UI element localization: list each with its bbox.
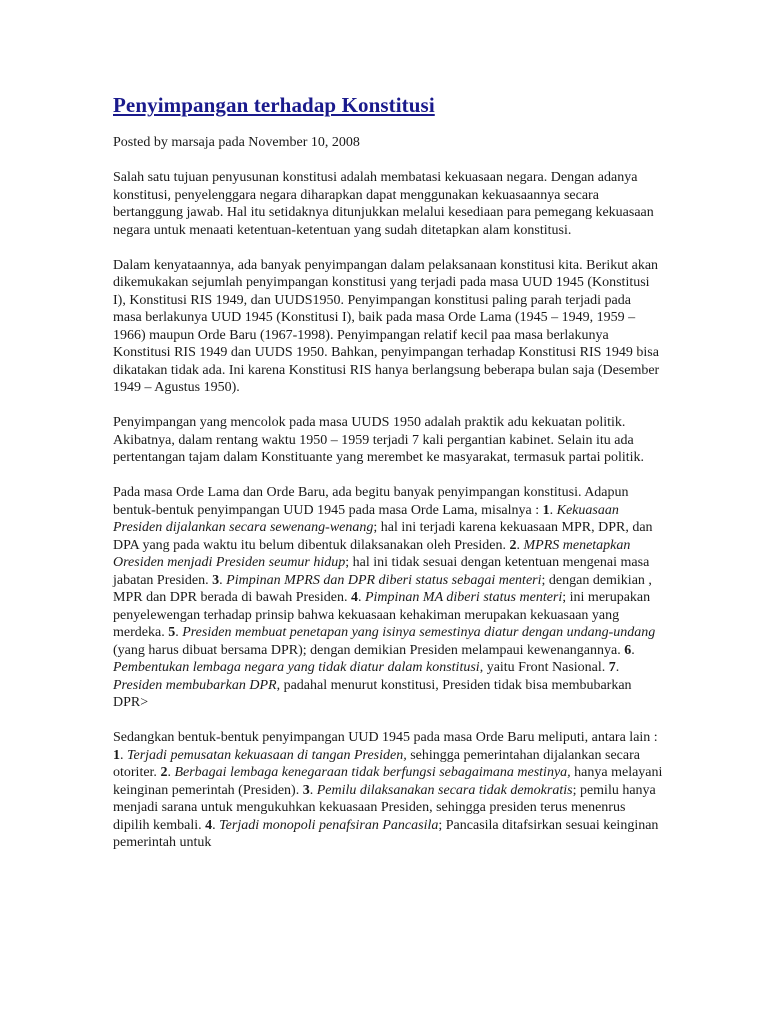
item-number: 5	[168, 625, 176, 640]
article-title-link[interactable]: Penyimpangan terhadap Konstitusi	[113, 93, 435, 117]
item-number: 3	[212, 572, 220, 588]
item-text: ; hal ini terjadi karena kekuasaan MPR, DPR, dan DPA yang pada waktu itu belum dibentuk dilaksanakan oleh Presiden.	[113, 520, 653, 553]
item-text: (yang harus dibuat bersama DPR); dengan demikian Presiden melampaui kewenangannya.	[113, 642, 625, 658]
item-text: , yaitu Front Nasional.	[479, 660, 609, 675]
item-emphasis: Kekuasaan Presiden dijalankan secara sewenang-wenang	[113, 502, 619, 535]
item-text: ; ini merupakan penyelewengan terhadap prinsip bahwa kekuasaan kehakiman merupakan kekuasaan yang merdeka.	[113, 590, 651, 640]
item-emphasis: Presiden membuat penetapan yang isinya semestinya diatur dengan undang-undang	[182, 625, 656, 640]
item-text: hanya melayani keinginan pemerintah (Presiden).	[113, 765, 663, 798]
item-number: 3	[302, 782, 310, 798]
paragraph-overview: Dalam kenyataannya, ada banyak penyimpangan dalam pelaksanaan konstitusi kita. Berikut akan dikemukakan sejumlah penyimpangan konstitusi yang terjadi pada masa UUD 1945 (Konstitusi I), Konstitusi RIS 1949, dan UUDS1950. Penyimpangan konstitusi paling parah terjadi pada masa berlakunya UUD 1945 (Konstitusi I), baik pada masa Orde Lama (1945 – 1949, 1959 – 1966) maupun Orde Baru (1967-1998). Penyimpangan relatif kecil paa masa berlakunya Konstitusi RIS 1949 dan UUDS 1950. Bahkan, penyimpangan terhadap Konstitusi RIS 1949 bisa dikatakan tidak ada. Ini karena Konstitusi RIS hanya berlangsung beberapa bulan saja (Desember 1949 – Agustus 1950).	[113, 257, 660, 395]
item-text: ; Pancasila ditafsirkan sesuai keinginan pemerintah untuk	[113, 817, 659, 850]
item-number: 2	[509, 537, 517, 553]
item-emphasis: Pemilu dilaksanakan secara tidak demokratis	[316, 782, 573, 798]
item-emphasis: Terjadi monopoli penafsiran Pancasila	[219, 817, 439, 833]
item-emphasis: Pimpinan MPRS dan DPR diberi status sebagai menteri	[226, 572, 542, 588]
item-emphasis: MPRS menetapkan Oresiden menjadi Presiden seumur hidup	[113, 537, 631, 570]
item-text: ; pemilu hanya menjadi sarana untuk mengukuhkan kekuasaan Presiden, sehingga presiden terus menenrus dipilih kembali.	[113, 782, 656, 833]
paragraph-intro: Salah satu tujuan penyusunan konstitusi adalah membatasi kekuasaan negara. Dengan adanya konstitusi, penyelenggara negara diharapkan dapat menggunakan kekuasaannya secara bertanggung jawab. Hal itu setidaknya ditunjukkan melalui kesediaan para pemegang kekuasaan negara untuk menaati ketentuan-ketentuan yang sudah ditetapkan alam konstitusi.	[113, 170, 654, 238]
paragraph-orde-baru: Sedangkan bentuk-bentuk penyimpangan UUD 1945 pada masa Orde Baru meliputi, antara lain : 1. Terjadi pemusatan kekuasaan di tangan Presiden, sehingga pemerintahan dijalankan secara otoriter. 2. Berbagai lembaga kenegaraan tidak berfungsi sebagaimana mestinya, hanya melayani keinginan pemerintah (Presiden). 3. Pemilu dilaksanakan secara tidak demokratis; pemilu hanya menjadi sarana untuk mengukuhkan kekuasaan Presiden, sehingga presiden terus menenrus dipilih kembali. 4. Terjadi monopoli penafsiran Pancasila; Pancasila ditafsirkan sesuai keinginan pemerintah untuk	[113, 730, 663, 850]
item-number: 4	[205, 817, 213, 833]
item-number: 7	[608, 660, 616, 675]
item-emphasis: Pimpinan MA diberi status menteri	[364, 590, 563, 605]
item-text: sehingga pemerintahan dijalankan secara otoriter.	[113, 747, 640, 780]
item-number: 4	[350, 590, 358, 605]
orde-baru-intro: Sedangkan bentuk-bentuk penyimpangan UUD 1945 pada masa Orde Baru meliputi, antara lain :	[113, 730, 658, 745]
post-meta: Posted by marsaja pada November 10, 2008	[113, 135, 360, 150]
item-number: 1	[542, 502, 550, 518]
item-number: 2	[160, 765, 168, 780]
item-emphasis: Pembentukan lembaga negara yang tidak diatur dalam konstitusi	[113, 660, 480, 675]
paragraph-orde-lama: Pada masa Orde Lama dan Orde Baru, ada begitu banyak penyimpangan konstitusi. Adapun bentuk-bentuk penyimpangan UUD 1945 pada masa Orde Lama, misalnya : 1. Kekuasaan Presiden dijalankan secara sewenang-wenang; hal ini terjadi karena kekuasaan MPR, DPR, dan DPA yang pada waktu itu belum dibentuk dilaksanakan oleh Presiden. 2. MPRS menetapkan Oresiden menjadi Presiden seumur hidup; hal ini tidak sesuai dengan ketentuan mengenai masa jabatan Presiden. 3. Pimpinan MPRS dan DPR diberi status sebagai menteri; dengan demikian , MPR dan DPR berada di bawah Presiden. 4. Pimpinan MA diberi status menteri; ini merupakan penyelewengan terhadap prinsip bahwa kekuasaan kehakiman merupakan kekuasaan yang merdeka. 5. Presiden membuat penetapan yang isinya semestinya diatur dengan undang-undang (yang harus dibuat bersama DPR); dengan demikian Presiden melampaui kewenangannya. 6. Pembentukan lembaga negara yang tidak diatur dalam konstitusi, yaitu Front Nasional. 7. Presiden membubarkan DPR, padahal menurut konstitusi, Presiden tidak bisa membubarkan DPR>	[113, 485, 656, 710]
item-emphasis: Terjadi pemusatan kekuasaan di tangan Presiden,	[127, 747, 407, 763]
item-emphasis: Berbagai lembaga kenegaraan tidak berfungsi sebagaimana mestinya,	[174, 765, 571, 780]
item-text: ; dengan demikian , MPR dan DPR berada di bawah Presiden.	[113, 572, 652, 605]
article	[113, 88, 663, 866]
item-number: 1	[113, 747, 120, 763]
orde-lama-intro: Pada masa Orde Lama dan Orde Baru, ada begitu banyak penyimpangan konstitusi. Adapun bentuk-bentuk penyimpangan UUD 1945 pada masa Orde Lama, misalnya :	[113, 485, 629, 518]
item-emphasis: Presiden membubarkan DPR	[113, 677, 277, 693]
paragraph-uuds-1950: Penyimpangan yang mencolok pada masa UUDS 1950 adalah praktik adu kekuatan politik. Akibatnya, dalam rentang waktu 1950 – 1959 terjadi 7 kali pergantian kabinet. Selain itu ada pertentangan tajam dalam Konstituante yang merembet ke masyarakat, termasuk partai politik.	[113, 415, 645, 465]
item-text: , padahal menurut konstitusi, Presiden tidak bisa membubarkan DPR>	[113, 677, 632, 710]
item-text: ; hal ini tidak sesuai dengan ketentuan mengenai masa jabatan Presiden.	[113, 555, 650, 588]
item-number: 6	[624, 642, 632, 658]
